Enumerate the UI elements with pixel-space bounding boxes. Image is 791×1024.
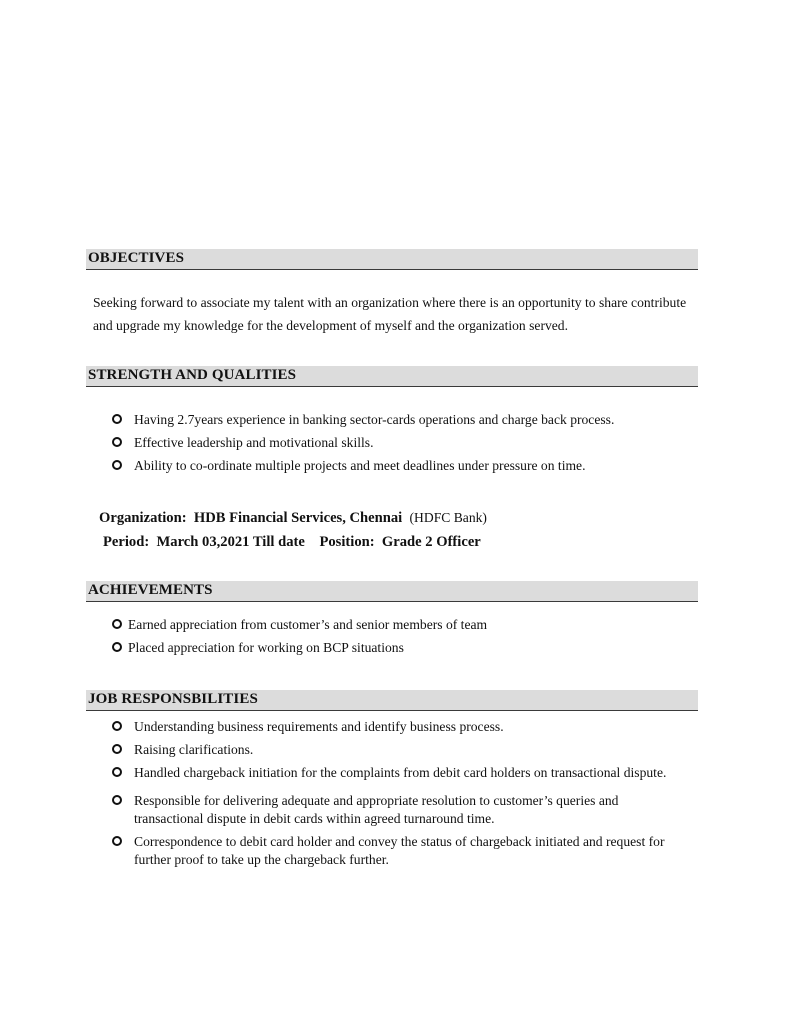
circle-bullet-icon (112, 642, 122, 652)
list-item: Placed appreciation for working on BCP situations (112, 639, 702, 657)
organization-label: Organization: (99, 510, 187, 526)
responsibilities-list (112, 718, 702, 869)
achievements-list (112, 616, 702, 657)
objectives-title: OBJECTIVES (88, 250, 185, 266)
strengths-list (112, 411, 702, 475)
list-item: Understanding business requirements and identify business process. (112, 718, 702, 736)
circle-bullet-icon (112, 767, 122, 777)
achievements-title: ACHIEVEMENTS (88, 582, 213, 598)
organization-value: HDB Financial Services, Chennai (193, 510, 403, 526)
achievements-header (86, 581, 698, 602)
list-item: Correspondence to debit card holder and convey the status of chargeback initiated and request for further proof to take up the chargeback further. (112, 833, 694, 869)
circle-bullet-icon (112, 744, 122, 754)
organization-line (99, 510, 487, 527)
circle-bullet-icon (112, 836, 122, 846)
organization-note: (HDFC Bank) (409, 510, 487, 525)
strengths-title: STRENGTH AND QUALITIES (88, 367, 297, 383)
responsibilities-title: JOB RESPONSBILITIES (88, 691, 258, 707)
circle-bullet-icon (112, 460, 122, 470)
circle-bullet-icon (112, 795, 122, 805)
list-item: Raising clarifications. (112, 741, 702, 759)
list-item: Ability to co-ordinate multiple projects and meet deadlines under pressure on time. (112, 457, 702, 475)
objectives-text: Seeking forward to associate my talent with an organization where there is an opportunity to share contribute and upgrade my knowledge for the development of myself and the organization served. (93, 295, 687, 333)
circle-bullet-icon (112, 619, 122, 629)
list-item: Having 2.7years experience in banking sector-cards operations and charge back process. (112, 411, 702, 429)
period-line (103, 534, 481, 551)
list-item: Earned appreciation from customer’s and senior members of team (112, 616, 702, 634)
period-value: March 03,2021 Till date (156, 534, 305, 550)
list-item: Responsible for delivering adequate and appropriate resolution to customer’s queries and transactional dispute in debit cards within agreed turnaround time. (112, 792, 674, 828)
circle-bullet-icon (112, 414, 122, 424)
circle-bullet-icon (112, 437, 122, 447)
objectives-header (86, 249, 698, 270)
period-label: Period: (103, 534, 150, 550)
responsibilities-header (86, 690, 698, 711)
list-item: Handled chargeback initiation for the complaints from debit card holders on transactional dispute. (112, 764, 702, 782)
list-item: Effective leadership and motivational skills. (112, 434, 702, 452)
position-value: Grade 2 Officer (381, 534, 481, 550)
position-label: Position: (319, 534, 375, 550)
circle-bullet-icon (112, 721, 122, 731)
strengths-header (86, 366, 698, 387)
